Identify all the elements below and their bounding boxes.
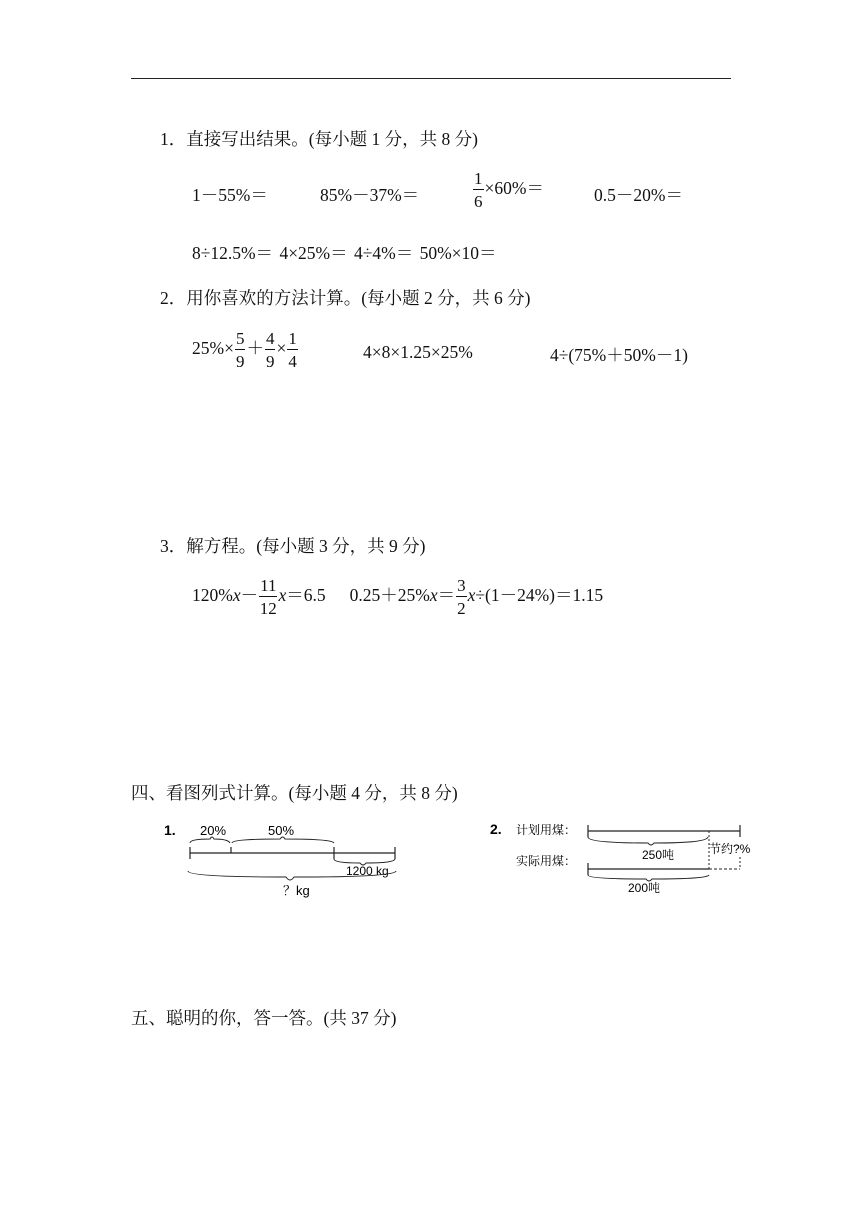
- section5-title: 五、聪明的你，答一答。(共 37 分): [131, 1008, 397, 1028]
- q2-title: 2．用你喜欢的方法计算。(每小题 2 分，共 6 分): [160, 288, 531, 308]
- q1-expr-4: 0.5－20%＝: [594, 185, 683, 205]
- saved-label: 节约?%: [709, 842, 751, 856]
- q2-expr-3: 4÷(75%＋50%－1): [550, 345, 688, 365]
- fraction: [235, 330, 246, 370]
- expr-text: 0.25＋25%: [349, 585, 430, 606]
- fraction-numerator: 5: [235, 329, 245, 348]
- variable-x: x: [232, 585, 241, 606]
- fraction: [265, 330, 276, 370]
- fraction-numerator: 4: [265, 329, 275, 348]
- label-50-percent: 50%: [268, 823, 295, 838]
- fraction-denominator: 6: [474, 192, 483, 211]
- q1-expr-8: 50%×10＝: [419, 243, 497, 263]
- q1-expr-6: 4×25%＝: [279, 243, 348, 263]
- actual-value: 200吨: [628, 881, 661, 895]
- q1-expr-3-rest: ×60%＝: [484, 178, 544, 199]
- diagram-1: [150, 815, 420, 905]
- q3-equations: [192, 577, 603, 617]
- section4-title: 四、看图列式计算。(每小题 4 分，共 8 分): [131, 783, 458, 803]
- fraction: [287, 330, 298, 370]
- q1-expr-1: 1－55%＝: [192, 185, 268, 205]
- q2-expr-1: [192, 330, 299, 370]
- q1-expr-5: 8÷12.5%＝: [192, 243, 274, 263]
- diagram-1-number: 1.: [164, 822, 176, 838]
- variable-x: x: [278, 585, 287, 606]
- expr-text: ＋: [246, 338, 264, 359]
- expr-text: 25%×: [192, 338, 234, 359]
- expr-text: －: [240, 585, 259, 606]
- variable-x: x: [429, 585, 438, 606]
- q1-expr-3: [472, 170, 544, 210]
- q1-expr-2: 85%－37%＝: [320, 185, 420, 205]
- fraction-numerator: 1: [288, 329, 297, 348]
- fraction: [456, 577, 467, 617]
- label-20-percent: 20%: [200, 823, 227, 838]
- fraction-numerator: 1: [474, 169, 483, 188]
- fraction-denominator: 9: [235, 352, 245, 371]
- fraction-numerator: 11: [260, 576, 277, 595]
- fraction-denominator: 4: [288, 352, 297, 371]
- fraction-denominator: 2: [457, 599, 466, 618]
- expr-text: 120%: [192, 585, 233, 606]
- q2-expr-2: 4×8×1.25×25%: [363, 342, 473, 362]
- fraction-numerator: 3: [457, 576, 466, 595]
- q1-title: 1．直接写出结果。(每小题 1 分，共 8 分): [160, 129, 478, 149]
- label-total: ？kg: [283, 883, 310, 898]
- diagram-2-number: 2.: [490, 821, 502, 837]
- q1-row2: [192, 240, 497, 265]
- expr-text: ÷(1－24%)＝1.15: [475, 585, 604, 606]
- expr-text: ×: [276, 338, 287, 359]
- diagram-2: [488, 815, 773, 895]
- plan-value: 250吨: [642, 848, 675, 862]
- fraction: [473, 170, 484, 210]
- expr-text: ＝6.5: [286, 585, 326, 606]
- header-rule: [131, 78, 731, 79]
- q3-title: 3．解方程。(每小题 3 分，共 9 分): [160, 536, 426, 556]
- fraction-denominator: 9: [265, 352, 275, 371]
- variable-x: x: [467, 585, 476, 606]
- label-remaining: 1200 kg: [346, 864, 389, 878]
- expr-text: ＝: [437, 585, 456, 606]
- brace-plan: [588, 837, 708, 845]
- actual-label: 实际用煤：: [516, 854, 577, 868]
- fraction-denominator: 12: [259, 599, 277, 618]
- fraction: [259, 577, 277, 617]
- q1-expr-7: 4÷4%＝: [354, 243, 414, 263]
- plan-label: 计划用煤：: [516, 823, 577, 837]
